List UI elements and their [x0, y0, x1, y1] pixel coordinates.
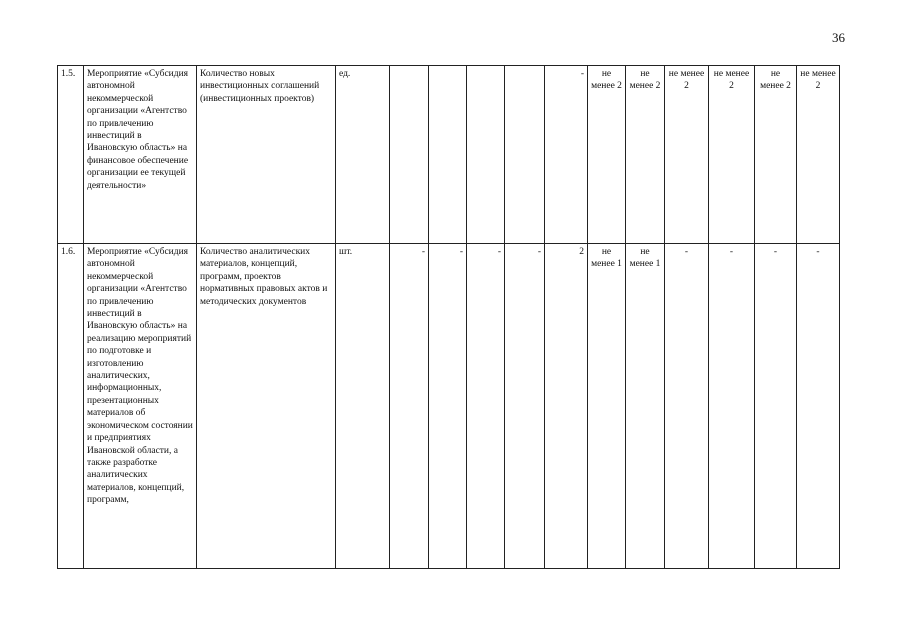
value-cell: -: [755, 244, 797, 569]
value-cell: 2: [545, 244, 588, 569]
unit-cell: ед.: [336, 66, 390, 244]
table-row: [58, 244, 840, 569]
event-name: Мероприятие «Субсидия автономной некоммерческой организации «Агентство по привлечению инвестиций в Ивановскую область» на реализацию мероприятий по подготовке и изготовлению аналитических, информационных, презентационных материалов об экономическом состоянии и предприятиях Ивановской области, а также разработке аналитических материалов, концепций, программ,: [84, 244, 197, 569]
value-cell: не менее 2: [797, 66, 840, 244]
page-number: 36: [832, 30, 845, 45]
row-number: 1.5.: [58, 66, 84, 244]
value-cell: [390, 66, 429, 244]
value-cell: не менее 2: [755, 66, 797, 244]
value-cell: -: [545, 66, 588, 244]
value-cell: -: [429, 244, 467, 569]
value-cell: -: [797, 244, 840, 569]
value-cell: -: [665, 244, 709, 569]
value-cell: не менее 2: [588, 66, 626, 244]
value-cell: -: [467, 244, 505, 569]
value-cell: не менее 2: [626, 66, 665, 244]
row-number: 1.6.: [58, 244, 84, 569]
value-cell: [429, 66, 467, 244]
value-cell: не менее 2: [709, 66, 755, 244]
indicators-table: [57, 65, 840, 569]
value-cell: [505, 66, 545, 244]
value-cell: -: [390, 244, 429, 569]
value-cell: -: [709, 244, 755, 569]
event-name: Мероприятие «Субсидия автономной некоммерческой организации «Агентство по привлечению инвестиций в Ивановскую область» на финансовое обеспечение организации ее текущей деятельности»: [84, 66, 197, 244]
table-row: [58, 66, 840, 244]
value-cell: не менее 1: [626, 244, 665, 569]
indicator-name: Количество аналитических материалов, концепций, программ, проектов нормативных правовых актов и методических документов: [197, 244, 336, 569]
value-cell: не менее 2: [665, 66, 709, 244]
value-cell: [467, 66, 505, 244]
unit-cell: шт.: [336, 244, 390, 569]
value-cell: не менее 1: [588, 244, 626, 569]
value-cell: -: [505, 244, 545, 569]
indicator-name: Количество новых инвестиционных соглашений (инвестиционных проектов): [197, 66, 336, 244]
